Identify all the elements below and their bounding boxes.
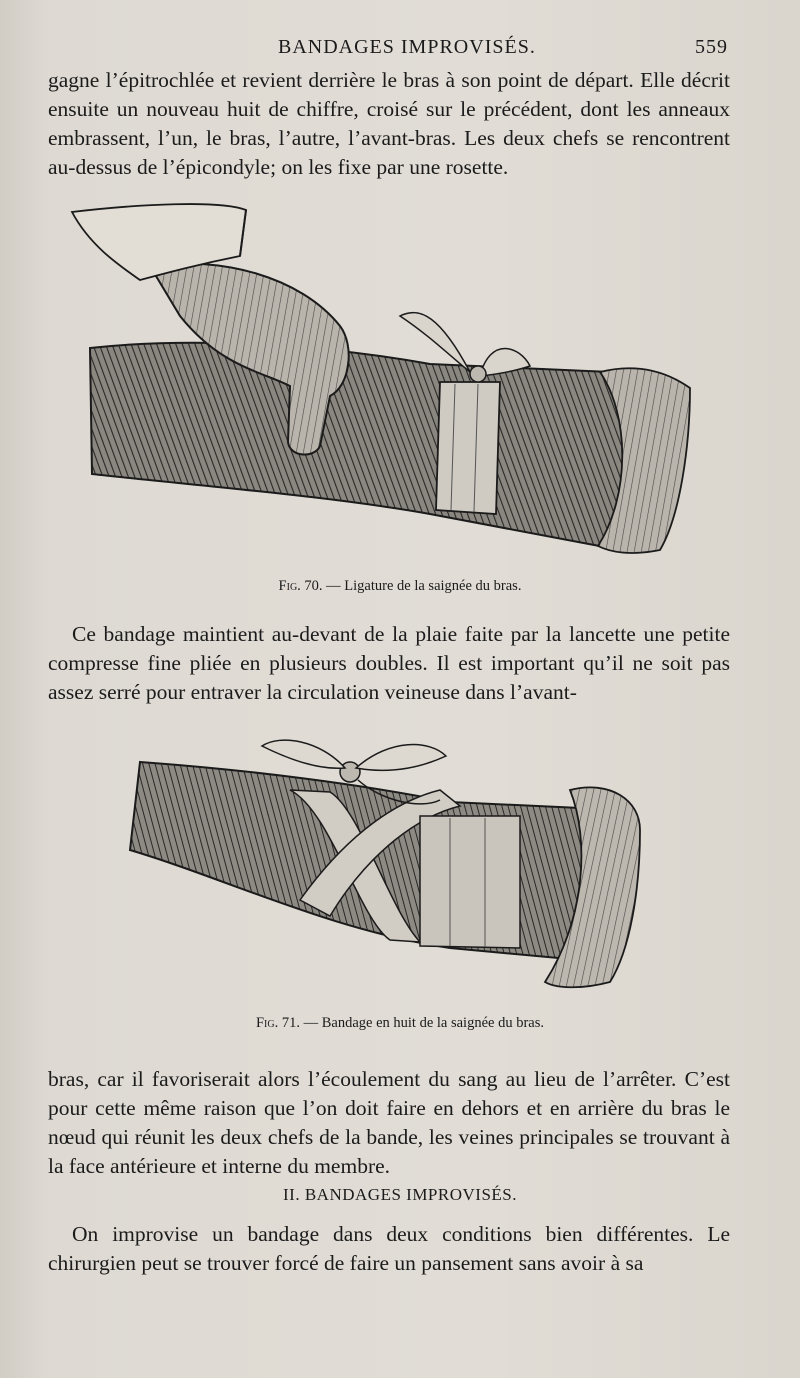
- figure-70-illustration: [0, 196, 800, 576]
- section-title: BANDAGES IMPROVISÉS.: [304, 1185, 517, 1204]
- page-header: [48, 36, 730, 66]
- figure-71-illustration: [0, 720, 800, 1012]
- figure-71-label: Fig. 71.: [255, 1015, 300, 1031]
- figure-70-label: Fig. 70.: [278, 578, 323, 594]
- section-number: II.: [283, 1185, 301, 1204]
- running-title: BANDAGES IMPROVISÉS.: [278, 36, 536, 58]
- figure-70-caption-text: — Ligature de la saignée du bras.: [326, 578, 522, 594]
- section-heading: [0, 1185, 800, 1205]
- paragraph-1: gagne l’épitrochlée et revient derrière le bras à son point de départ. Elle décrit ensuite un nouveau huit de chiffre, croisé sur le précédent, dont les anneaux embrassent, l’un, le bras, l’autre, l’avant-bras. Les deux chefs se rencontrent au-dessus de l’épicondyle; on les fixe par une rosette.: [48, 68, 730, 179]
- figure-70-caption: [0, 578, 800, 595]
- page-number: 559: [695, 36, 728, 58]
- paragraph-4: On improvise un bandage dans deux conditions bien différentes. Le chirurgien peut se trouver forcé de faire un pansement sans avoir à sa: [48, 1222, 730, 1275]
- paragraph-2: Ce bandage maintient au-devant de la plaie faite par la lancette une petite compresse fine pliée en plusieurs doubles. Il est important qu’il ne soit pas assez serré pour entraver la circulation veineuse dans l’avant-: [48, 622, 730, 704]
- figure-71-caption-text: — Bandage en huit de la saignée du bras.: [303, 1015, 544, 1031]
- figure-71-caption: [0, 1015, 800, 1032]
- paragraph-3: bras, car il favoriserait alors l’écoulement du sang au lieu de l’arrêter. C’est pour cette même raison que l’on doit faire en dehors et en arrière du bras le nœud qui réunit les deux chefs de la bande, les veines principales se trouvant à la face antérieure et interne du membre.: [48, 1067, 730, 1178]
